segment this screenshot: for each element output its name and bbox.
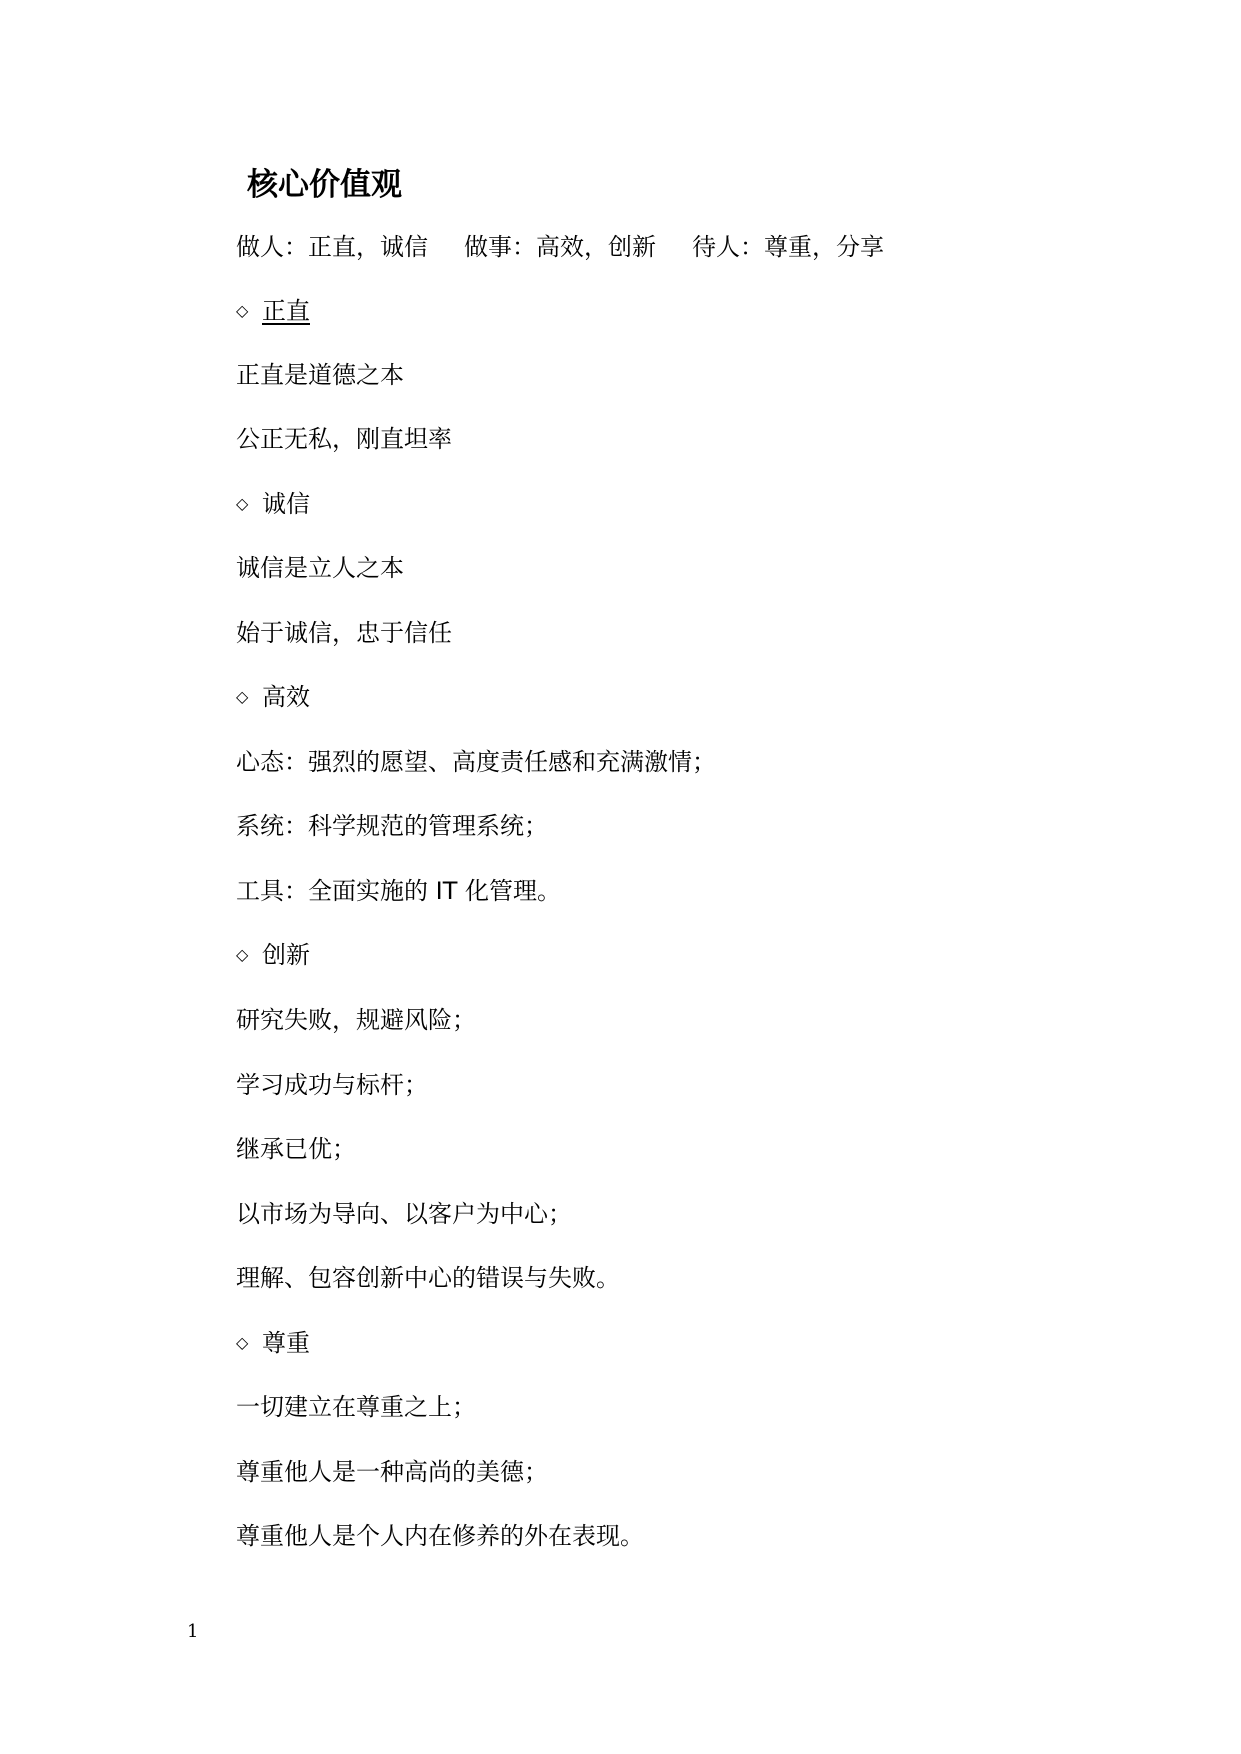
section-heading-label: 尊重 [262,1329,310,1357]
section-heading-label: 高效 [262,683,310,711]
section-heading-innovation [236,938,310,972]
section-heading-efficiency [236,680,310,714]
page-title: 核心价值观 [247,167,402,203]
section-heading-label: 正直 [262,297,310,325]
summary-person: 做人：正直，诚信 [236,233,428,261]
diamond-bullet-icon: ◇ [236,494,249,513]
section-heading-label: 创新 [262,941,310,969]
summary-work: 做事：高效，创新 [464,233,656,261]
diamond-bullet-icon: ◇ [236,1333,249,1352]
section-line: 尊重他人是个人内在修养的外在表现。 [236,1522,644,1550]
section-line: 诚信是立人之本 [236,554,404,582]
page-number: 1 [187,1621,199,1642]
diamond-bullet-icon: ◇ [236,945,249,964]
section-line: 心态：强烈的愿望、高度责任感和充满激情； [236,748,716,776]
values-summary [236,230,884,264]
diamond-bullet-icon: ◇ [236,687,249,706]
section-line: 一切建立在尊重之上； [236,1393,476,1421]
section-heading-respect [236,1326,310,1360]
section-line: 理解、包容创新中心的错误与失败。 [236,1264,620,1292]
section-heading-label: 诚信 [262,490,310,518]
section-line: 公正无私，刚直坦率 [236,425,452,453]
section-line: 以市场为导向、以客户为中心； [236,1200,572,1228]
section-line: 继承已优； [236,1135,356,1163]
section-line: 工具：全面实施的 IT 化管理。 [236,877,561,905]
diamond-bullet-icon: ◇ [236,301,249,320]
section-line: 系统：科学规范的管理系统； [236,812,548,840]
section-heading-honesty [236,487,310,521]
section-line: 尊重他人是一种高尚的美德； [236,1458,548,1486]
section-line: 始于诚信，忠于信任 [236,619,452,647]
section-heading-integrity [236,294,310,328]
section-line: 学习成功与标杆； [236,1071,428,1099]
section-line: 正直是道德之本 [236,361,404,389]
summary-others: 待人：尊重，分享 [692,233,884,261]
section-line: 研究失败，规避风险； [236,1006,476,1034]
